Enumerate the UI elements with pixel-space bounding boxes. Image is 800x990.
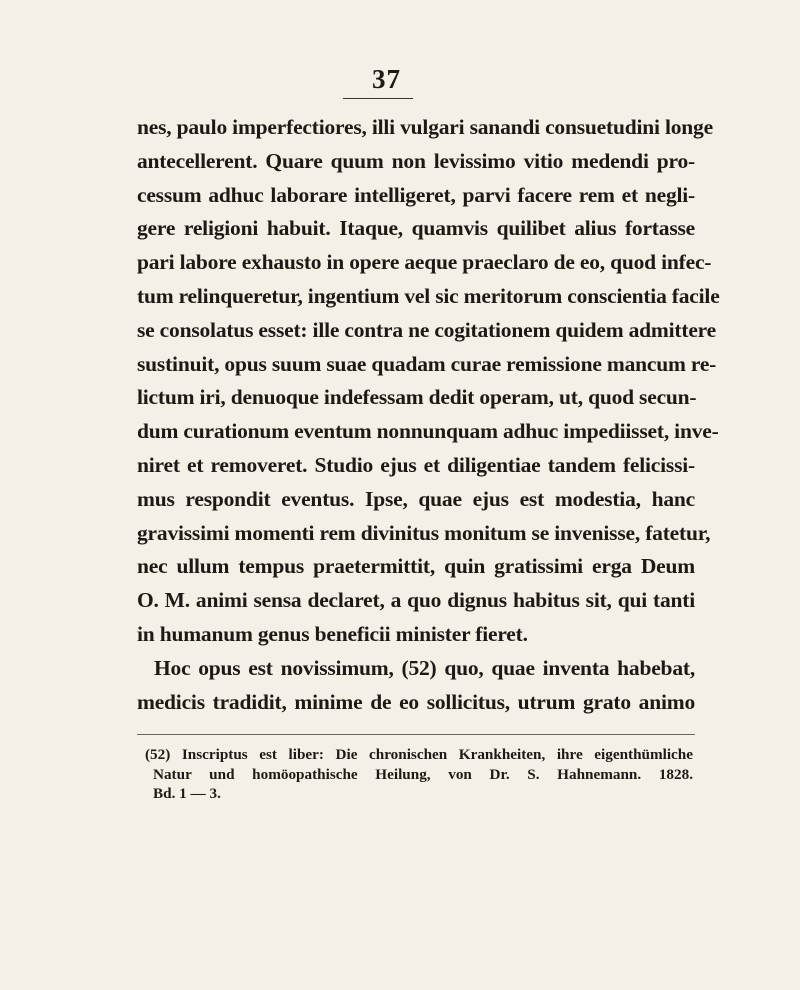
footnote bbox=[145, 745, 693, 804]
footnote-line: Natur und homöopathische Heilung, von Dr. S. Hahnemann. 1828. bbox=[153, 765, 693, 783]
body-text bbox=[137, 111, 720, 719]
text-line: se consolatus esset: ille contra ne cogitationem quidem admittere bbox=[137, 317, 716, 342]
text-line: niret et removeret. Studio ejus et diligentiae tandem felicissi- bbox=[137, 452, 695, 477]
text-line: medicis tradidit, minime de eo sollicitus, utrum grato animo bbox=[137, 689, 695, 714]
text-line: gere religioni habuit. Itaque, quamvis quilibet alius fortasse bbox=[137, 216, 695, 241]
text-line: gravissimi momenti rem divinitus monitum se invenisse, fatetur, bbox=[137, 520, 711, 545]
page-number: 37 bbox=[372, 64, 401, 94]
text-line: pari labore exhausto in opere aeque praeclaro de eo, quod infec- bbox=[137, 250, 712, 275]
text-line: cessum adhuc laborare intelligeret, parvi facere rem et negli- bbox=[137, 182, 695, 207]
text-line: O. M. animi sensa declaret, a quo dignus habitus sit, qui tanti bbox=[137, 588, 695, 613]
text-line: lictum iri, denuoque indefessam dedit operam, ut, quod secun- bbox=[137, 385, 697, 410]
footnote-line: Bd. 1 — 3. bbox=[153, 785, 221, 802]
text-line: dum curationum eventum nonnunquam adhuc impediisset, inve- bbox=[137, 419, 719, 444]
paragraph-end-line: in humanum genus beneficii minister fieret. bbox=[137, 621, 528, 646]
page-number-underline bbox=[343, 98, 413, 99]
text-line: tum relinqueretur, ingentium vel sic meritorum conscientia facile bbox=[137, 283, 720, 308]
text-line: nes, paulo imperfectiores, illi vulgari sanandi consuetudini longe bbox=[137, 115, 713, 139]
text-line: nec ullum tempus praetermittit, quin gratissimi erga Deum bbox=[137, 554, 695, 579]
paragraph-start-line: Hoc opus est novissimum, (52) quo, quae inventa habebat, bbox=[154, 655, 695, 680]
text-line: antecellerent. Quare quum non levissimo vitio medendi pro- bbox=[137, 148, 695, 173]
text-line: sustinuit, opus suum suae quadam curae remissione mancum re- bbox=[137, 351, 717, 376]
text-line: mus respondit eventus. Ipse, quae ejus est modestia, hanc bbox=[137, 486, 695, 511]
footnote-line: (52) Inscriptus est liber: Die chronischen Krankheiten, ihre eigenthümliche bbox=[145, 746, 693, 763]
footnote-separator bbox=[137, 734, 695, 735]
